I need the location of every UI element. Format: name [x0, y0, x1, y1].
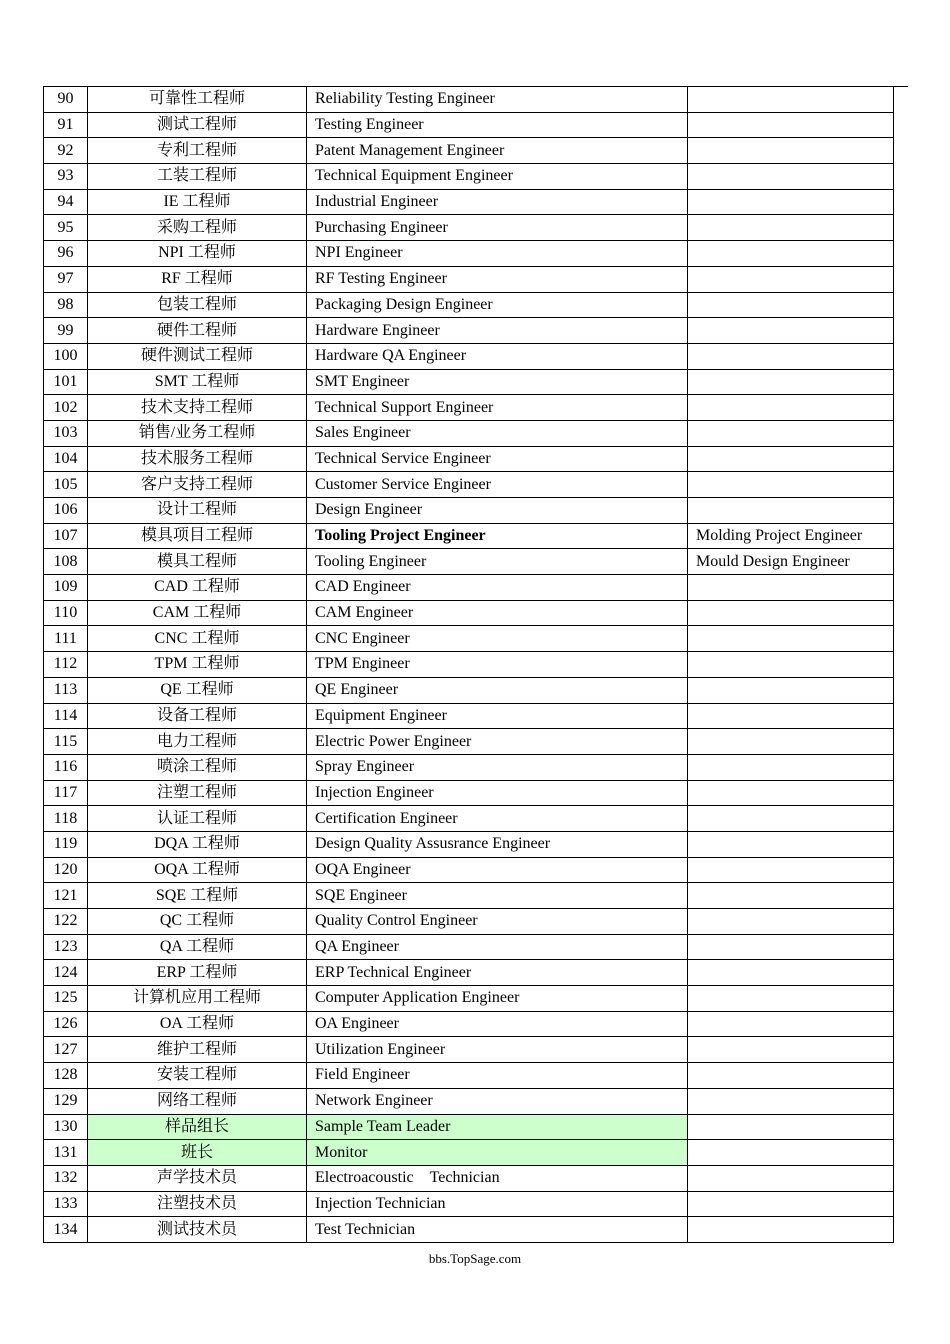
- english-title-cell: TPM Engineer: [307, 652, 688, 678]
- chinese-title-cell: 注塑技术员: [88, 1191, 307, 1217]
- chinese-title-cell: 电力工程师: [88, 729, 307, 755]
- row-number-cell: 102: [44, 395, 88, 421]
- row-number-cell: 113: [44, 677, 88, 703]
- alternate-title-cell: [688, 215, 894, 241]
- chinese-title-cell: CAM 工程师: [88, 600, 307, 626]
- chinese-title-cell: RF 工程师: [88, 266, 307, 292]
- english-title-cell: Spray Engineer: [307, 754, 688, 780]
- chinese-title-cell: QA 工程师: [88, 934, 307, 960]
- alternate-title-cell: [688, 1037, 894, 1063]
- row-number-cell: 131: [44, 1140, 88, 1166]
- alternate-title-cell: [688, 600, 894, 626]
- alternate-title-cell: [688, 189, 894, 215]
- alternate-title-cell: [688, 498, 894, 524]
- alternate-title-cell: [688, 780, 894, 806]
- table-body: [44, 87, 894, 1243]
- row-number-cell: 115: [44, 729, 88, 755]
- alternate-title-cell: [688, 112, 894, 138]
- table-row: [44, 806, 894, 832]
- chinese-title-cell: 注塑工程师: [88, 780, 307, 806]
- row-number-cell: 117: [44, 780, 88, 806]
- english-title-cell: Reliability Testing Engineer: [307, 87, 688, 113]
- row-number-cell: 125: [44, 986, 88, 1012]
- row-number-cell: 98: [44, 292, 88, 318]
- chinese-title-cell: 硬件工程师: [88, 318, 307, 344]
- english-title-cell: Technical Support Engineer: [307, 395, 688, 421]
- table-row: [44, 292, 894, 318]
- alternate-title-cell: [688, 369, 894, 395]
- alternate-title-cell: [688, 857, 894, 883]
- chinese-title-cell: 设计工程师: [88, 498, 307, 524]
- chinese-title-cell: 模具项目工程师: [88, 523, 307, 549]
- table-row: [44, 600, 894, 626]
- row-number-cell: 118: [44, 806, 88, 832]
- table-row: [44, 754, 894, 780]
- chinese-title-cell: 维护工程师: [88, 1037, 307, 1063]
- row-number-cell: 109: [44, 575, 88, 601]
- table-row: [44, 420, 894, 446]
- english-title-cell: Testing Engineer: [307, 112, 688, 138]
- chinese-title-cell: 喷涂工程师: [88, 754, 307, 780]
- chinese-title-cell: 认证工程师: [88, 806, 307, 832]
- row-number-cell: 130: [44, 1114, 88, 1140]
- chinese-title-cell: 客户支持工程师: [88, 472, 307, 498]
- chinese-title-cell: 专利工程师: [88, 138, 307, 164]
- chinese-title-cell: 计算机应用工程师: [88, 986, 307, 1012]
- table-row: [44, 883, 894, 909]
- table-row: [44, 472, 894, 498]
- row-number-cell: 128: [44, 1063, 88, 1089]
- english-title-cell: Utilization Engineer: [307, 1037, 688, 1063]
- table-row: [44, 729, 894, 755]
- alternate-title-cell: [688, 754, 894, 780]
- chinese-title-cell: 模具工程师: [88, 549, 307, 575]
- table-row: [44, 1114, 894, 1140]
- alternate-title-cell: [688, 87, 894, 113]
- alternate-title-cell: [688, 343, 894, 369]
- chinese-title-cell: 销售/业务工程师: [88, 420, 307, 446]
- english-title-cell: Electric Power Engineer: [307, 729, 688, 755]
- table-row: [44, 112, 894, 138]
- row-number-cell: 132: [44, 1165, 88, 1191]
- english-title-cell: QA Engineer: [307, 934, 688, 960]
- row-number-cell: 127: [44, 1037, 88, 1063]
- table-row: [44, 1011, 894, 1037]
- alternate-title-cell: [688, 1191, 894, 1217]
- alternate-title-cell: [688, 1088, 894, 1114]
- row-number-cell: 134: [44, 1217, 88, 1243]
- chinese-title-cell: 测试技术员: [88, 1217, 307, 1243]
- english-title-cell: Packaging Design Engineer: [307, 292, 688, 318]
- table-row: [44, 318, 894, 344]
- row-number-cell: 103: [44, 420, 88, 446]
- row-number-cell: 94: [44, 189, 88, 215]
- english-title-cell: SQE Engineer: [307, 883, 688, 909]
- row-number-cell: 91: [44, 112, 88, 138]
- chinese-title-cell: OQA 工程师: [88, 857, 307, 883]
- alternate-title-cell: Mould Design Engineer: [688, 549, 894, 575]
- alternate-title-cell: [688, 729, 894, 755]
- row-number-cell: 116: [44, 754, 88, 780]
- alternate-title-cell: [688, 420, 894, 446]
- table-row: [44, 369, 894, 395]
- row-number-cell: 105: [44, 472, 88, 498]
- chinese-title-cell: 可靠性工程师: [88, 87, 307, 113]
- english-title-cell: OQA Engineer: [307, 857, 688, 883]
- table-row: [44, 857, 894, 883]
- english-title-cell: Electroacoustic Technician: [307, 1165, 688, 1191]
- alternate-title-cell: [688, 883, 894, 909]
- english-title-cell: RF Testing Engineer: [307, 266, 688, 292]
- english-title-cell: Tooling Engineer: [307, 549, 688, 575]
- row-number-cell: 120: [44, 857, 88, 883]
- alternate-title-cell: [688, 292, 894, 318]
- english-title-cell: Computer Application Engineer: [307, 986, 688, 1012]
- alternate-title-cell: [688, 575, 894, 601]
- chinese-title-cell: IE 工程师: [88, 189, 307, 215]
- row-number-cell: 106: [44, 498, 88, 524]
- chinese-title-cell: 硬件测试工程师: [88, 343, 307, 369]
- chinese-title-cell: CAD 工程师: [88, 575, 307, 601]
- english-title-cell: Injection Engineer: [307, 780, 688, 806]
- table-row: [44, 446, 894, 472]
- row-number-cell: 104: [44, 446, 88, 472]
- english-title-cell: Field Engineer: [307, 1063, 688, 1089]
- english-title-cell: Technical Service Engineer: [307, 446, 688, 472]
- alternate-title-cell: [688, 831, 894, 857]
- chinese-title-cell: 声学技术员: [88, 1165, 307, 1191]
- table-row: [44, 575, 894, 601]
- english-title-cell: Design Quality Assusrance Engineer: [307, 831, 688, 857]
- table-row: [44, 343, 894, 369]
- table-row: [44, 241, 894, 267]
- english-title-cell: CNC Engineer: [307, 626, 688, 652]
- alternate-title-cell: [688, 1140, 894, 1166]
- chinese-title-cell: 技术支持工程师: [88, 395, 307, 421]
- english-title-cell: Equipment Engineer: [307, 703, 688, 729]
- english-title-cell: Patent Management Engineer: [307, 138, 688, 164]
- table-row: [44, 1217, 894, 1243]
- alternate-title-cell: [688, 1063, 894, 1089]
- table-row: [44, 1165, 894, 1191]
- row-number-cell: 101: [44, 369, 88, 395]
- job-title-table: [43, 86, 894, 1243]
- row-number-cell: 119: [44, 831, 88, 857]
- chinese-title-cell: ERP 工程师: [88, 960, 307, 986]
- english-title-cell: OA Engineer: [307, 1011, 688, 1037]
- alternate-title-cell: [688, 318, 894, 344]
- table-row: [44, 164, 894, 190]
- chinese-title-cell: 安装工程师: [88, 1063, 307, 1089]
- english-title-cell: Customer Service Engineer: [307, 472, 688, 498]
- table-row: [44, 1037, 894, 1063]
- alternate-title-cell: [688, 677, 894, 703]
- row-number-cell: 110: [44, 600, 88, 626]
- english-title-cell: Hardware QA Engineer: [307, 343, 688, 369]
- english-title-cell: Sales Engineer: [307, 420, 688, 446]
- row-number-cell: 111: [44, 626, 88, 652]
- alternate-title-cell: [688, 266, 894, 292]
- english-title-cell: CAD Engineer: [307, 575, 688, 601]
- alternate-title-cell: [688, 395, 894, 421]
- chinese-title-cell: SMT 工程师: [88, 369, 307, 395]
- chinese-title-cell: 工装工程师: [88, 164, 307, 190]
- table-row: [44, 87, 894, 113]
- chinese-title-cell: 测试工程师: [88, 112, 307, 138]
- row-number-cell: 124: [44, 960, 88, 986]
- chinese-title-cell: QE 工程师: [88, 677, 307, 703]
- english-title-cell: CAM Engineer: [307, 600, 688, 626]
- english-title-cell: Network Engineer: [307, 1088, 688, 1114]
- row-number-cell: 112: [44, 652, 88, 678]
- footer-url: bbs.TopSage.com: [428, 1251, 522, 1266]
- alternate-title-cell: [688, 472, 894, 498]
- english-title-cell: Design Engineer: [307, 498, 688, 524]
- chinese-title-cell: SQE 工程师: [88, 883, 307, 909]
- table-row: [44, 1140, 894, 1166]
- english-title-cell: Test Technician: [307, 1217, 688, 1243]
- table-row: [44, 909, 894, 935]
- row-number-cell: 96: [44, 241, 88, 267]
- alternate-title-cell: [688, 1114, 894, 1140]
- chinese-title-cell: TPM 工程师: [88, 652, 307, 678]
- table-row: [44, 498, 894, 524]
- table-row: [44, 1063, 894, 1089]
- table-row: [44, 395, 894, 421]
- chinese-title-cell: 班长: [88, 1140, 307, 1166]
- row-number-cell: 121: [44, 883, 88, 909]
- chinese-title-cell: QC 工程师: [88, 909, 307, 935]
- table-row: [44, 138, 894, 164]
- english-title-cell: Technical Equipment Engineer: [307, 164, 688, 190]
- english-title-cell: ERP Technical Engineer: [307, 960, 688, 986]
- alternate-title-cell: [688, 1217, 894, 1243]
- chinese-title-cell: 包装工程师: [88, 292, 307, 318]
- table-row: [44, 549, 894, 575]
- row-number-cell: 122: [44, 909, 88, 935]
- chinese-title-cell: 样品组长: [88, 1114, 307, 1140]
- chinese-title-cell: NPI 工程师: [88, 241, 307, 267]
- row-number-cell: 126: [44, 1011, 88, 1037]
- english-title-cell: Industrial Engineer: [307, 189, 688, 215]
- alternate-title-cell: Molding Project Engineer: [688, 523, 894, 549]
- english-title-cell: Certification Engineer: [307, 806, 688, 832]
- chinese-title-cell: CNC 工程师: [88, 626, 307, 652]
- row-number-cell: 107: [44, 523, 88, 549]
- table-row: [44, 1191, 894, 1217]
- row-number-cell: 108: [44, 549, 88, 575]
- row-number-cell: 123: [44, 934, 88, 960]
- row-number-cell: 93: [44, 164, 88, 190]
- table-row: [44, 703, 894, 729]
- english-title-cell: Purchasing Engineer: [307, 215, 688, 241]
- chinese-title-cell: 设备工程师: [88, 703, 307, 729]
- alternate-title-cell: [688, 806, 894, 832]
- english-title-cell: Hardware Engineer: [307, 318, 688, 344]
- table-row: [44, 215, 894, 241]
- alternate-title-cell: [688, 703, 894, 729]
- table-row: [44, 189, 894, 215]
- chinese-title-cell: DQA 工程师: [88, 831, 307, 857]
- alternate-title-cell: [688, 986, 894, 1012]
- table-row: [44, 780, 894, 806]
- table-row: [44, 652, 894, 678]
- english-title-cell: SMT Engineer: [307, 369, 688, 395]
- alternate-title-cell: [688, 934, 894, 960]
- chinese-title-cell: OA 工程师: [88, 1011, 307, 1037]
- table-row: [44, 266, 894, 292]
- table-row: [44, 934, 894, 960]
- chinese-title-cell: 采购工程师: [88, 215, 307, 241]
- english-title-cell: QE Engineer: [307, 677, 688, 703]
- alternate-title-cell: [688, 652, 894, 678]
- table-row: [44, 986, 894, 1012]
- alternate-title-cell: [688, 909, 894, 935]
- alternate-title-cell: [688, 164, 894, 190]
- english-title-cell: Monitor: [307, 1140, 688, 1166]
- english-title-cell: Quality Control Engineer: [307, 909, 688, 935]
- alternate-title-cell: [688, 138, 894, 164]
- alternate-title-cell: [688, 446, 894, 472]
- english-title-cell: Tooling Project Engineer: [307, 523, 688, 549]
- row-number-cell: 114: [44, 703, 88, 729]
- row-number-cell: 99: [44, 318, 88, 344]
- table-row: [44, 626, 894, 652]
- english-title-cell: NPI Engineer: [307, 241, 688, 267]
- table-row: [44, 831, 894, 857]
- chinese-title-cell: 网络工程师: [88, 1088, 307, 1114]
- row-number-cell: 100: [44, 343, 88, 369]
- row-number-cell: 92: [44, 138, 88, 164]
- alternate-title-cell: [688, 626, 894, 652]
- table-row: [44, 960, 894, 986]
- alternate-title-cell: [688, 960, 894, 986]
- row-number-cell: 95: [44, 215, 88, 241]
- table-row: [44, 523, 894, 549]
- table-row: [44, 1088, 894, 1114]
- row-number-cell: 133: [44, 1191, 88, 1217]
- row-number-cell: 129: [44, 1088, 88, 1114]
- english-title-cell: Injection Technician: [307, 1191, 688, 1217]
- alternate-title-cell: [688, 241, 894, 267]
- alternate-title-cell: [688, 1011, 894, 1037]
- chinese-title-cell: 技术服务工程师: [88, 446, 307, 472]
- row-number-cell: 90: [44, 87, 88, 113]
- english-title-cell: Sample Team Leader: [307, 1114, 688, 1140]
- alternate-title-cell: [688, 1165, 894, 1191]
- table-row: [44, 677, 894, 703]
- row-number-cell: 97: [44, 266, 88, 292]
